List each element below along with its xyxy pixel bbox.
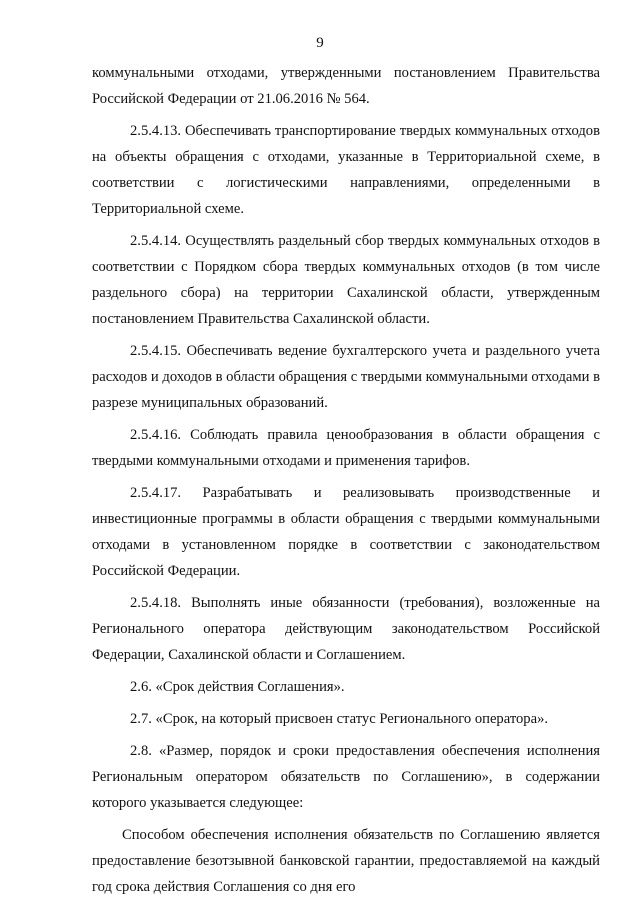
paragraph-2-8: 2.8. «Размер, порядок и сроки предоставления обеспечения исполнения Региональным оператором обязательств по Соглашению», в содержании которого указывается следующее: bbox=[92, 743, 600, 811]
paragraph-2-6: 2.6. «Срок действия Соглашения». bbox=[130, 679, 345, 695]
paragraph-2-5-4-16: 2.5.4.16. Соблюдать правила ценообразования в области обращения с твердыми коммунальными отходами и применения тарифов. bbox=[92, 427, 600, 469]
paragraph-continuation: коммунальными отходами, утвержденными постановлением Правительства Российской Федерации от 21.06.2016 № 564. bbox=[92, 65, 600, 107]
paragraph-2-5-4-14: 2.5.4.14. Осуществлять раздельный сбор твердых коммунальных отходов в соответствии с Порядком сбора твердых коммунальных отходов (в том числе раздельного сбора) на территории Сахалинской области, утвержденным постановлением Правительства Сахалинской области. bbox=[92, 233, 600, 327]
paragraph-2-7: 2.7. «Срок, на который присвоен статус Регионального оператора». bbox=[130, 711, 549, 727]
paragraph-2-5-4-17: 2.5.4.17. Разрабатывать и реализовывать производственные и инвестиционные программы в области обращения с твердыми коммунальными отходами в установленном порядке в соответствии с законодательством Российской Федерации. bbox=[92, 485, 600, 579]
paragraph-guarantee-method: Способом обеспечения исполнения обязательств по Соглашению является предоставление безотзывной банковской гарантии, предоставляемой на каждый год срока действия Соглашения со дня его bbox=[92, 827, 600, 895]
paragraph-2-5-4-13: 2.5.4.13. Обеспечивать транспортирование твердых коммунальных отходов на объекты обращения с отходами, указанные в Территориальной схеме, в соответствии с логистическими направлениями, определенными в Территориальной схеме. bbox=[92, 123, 600, 217]
paragraph-2-5-4-15: 2.5.4.15. Обеспечивать ведение бухгалтерского учета и раздельного учета расходов и доходов в области обращения с твердыми коммунальными отходами в разрезе муниципальных образований. bbox=[92, 343, 600, 411]
document-body bbox=[92, 60, 600, 900]
paragraph-2-5-4-18: 2.5.4.18. Выполнять иные обязанности (требования), возложенные на Регионального оператора действующим законодательством Российской Федерации, Сахалинской области и Соглашением. bbox=[92, 595, 600, 663]
page-number: 9 bbox=[316, 35, 324, 51]
